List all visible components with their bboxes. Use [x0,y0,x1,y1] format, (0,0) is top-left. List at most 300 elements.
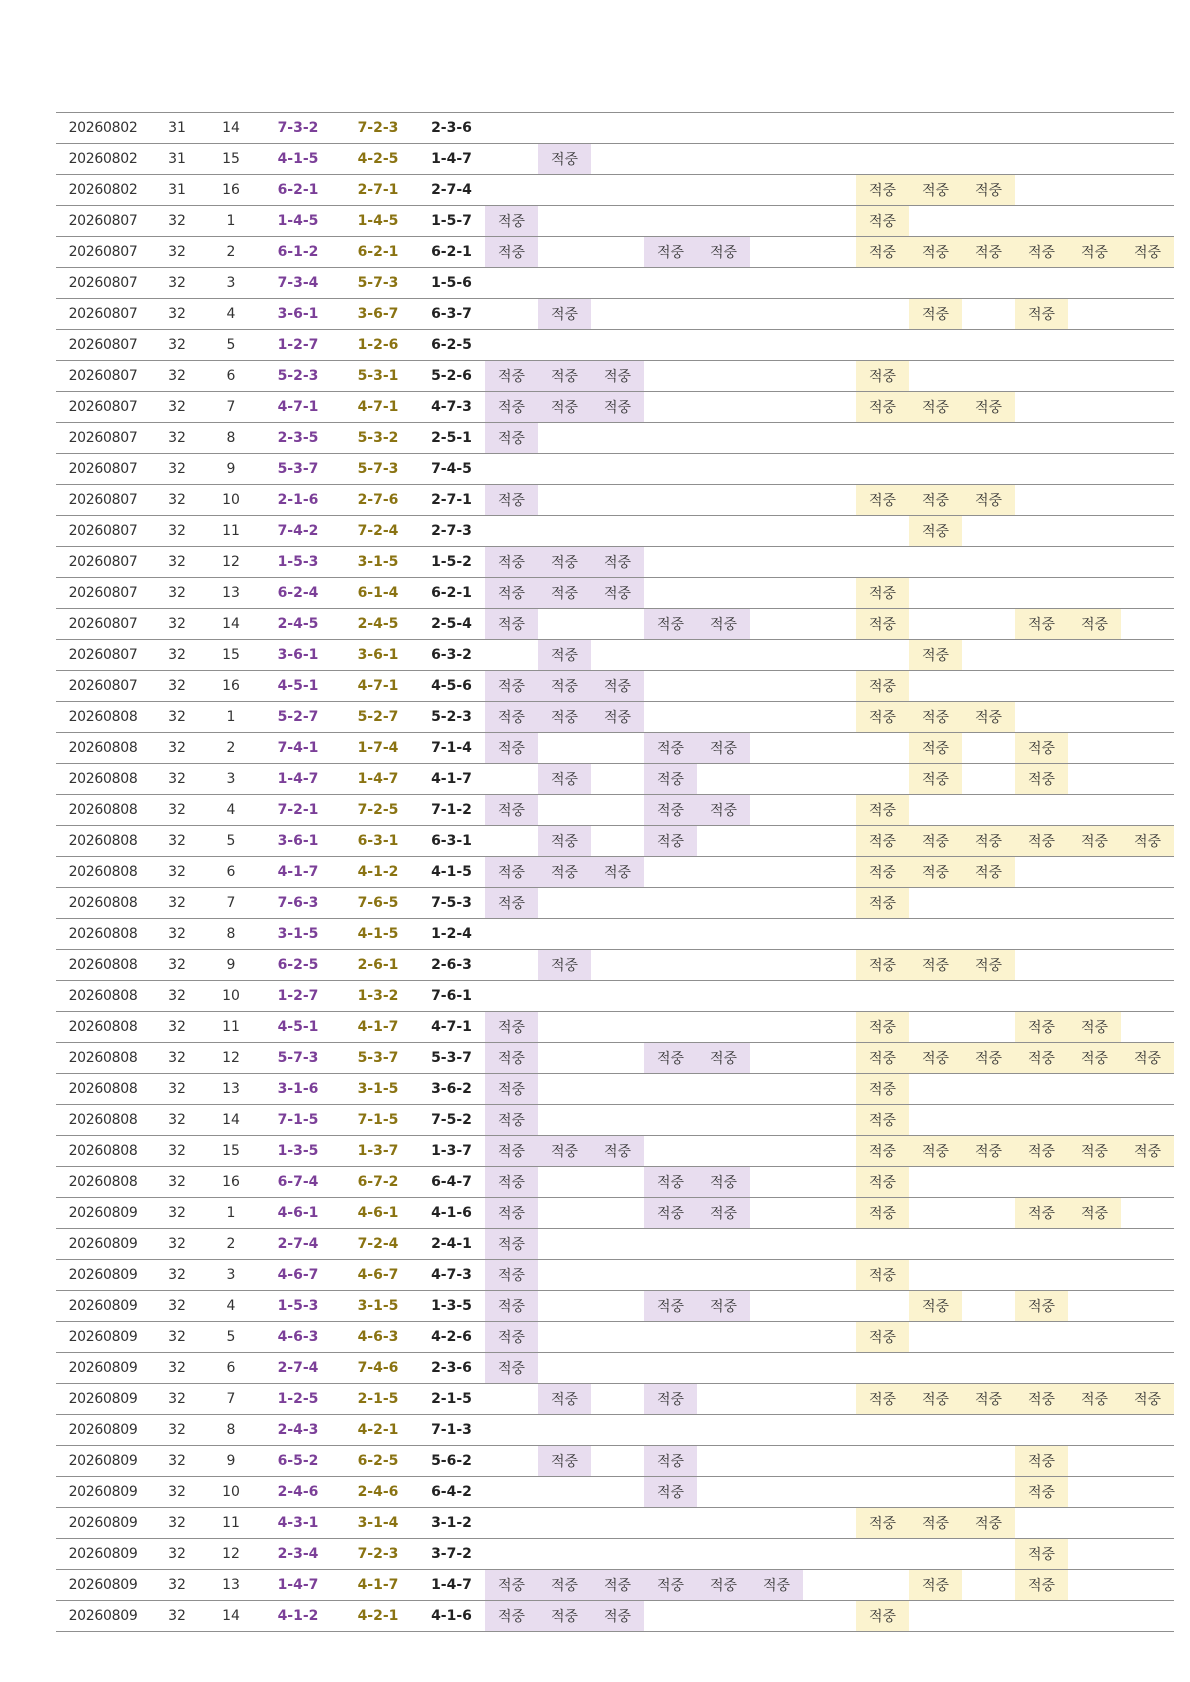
table-row [56,733,1174,764]
hit-cell: 적중 [538,1384,591,1415]
hit-cell: 적중 [1121,1384,1174,1415]
empty-hit-cell [803,423,856,454]
date-cell: 20260807 [56,454,150,485]
pick-a-cell: 1-4-5 [258,206,338,237]
date-cell: 20260807 [56,330,150,361]
empty-hit-cell [644,361,697,392]
empty-hit-cell [856,1477,909,1508]
pick-b-cell: 4-1-5 [338,919,418,950]
empty-hit-cell [485,1446,538,1477]
empty-hit-cell [1068,454,1121,485]
table-row [56,268,1174,299]
hit-cell: 적중 [1068,1043,1121,1074]
hit-cell: 적중 [856,1105,909,1136]
pick-b-cell: 7-2-4 [338,516,418,547]
number-cell: 16 [204,175,258,206]
empty-hit-cell [1015,1074,1068,1105]
hit-cell: 적중 [856,702,909,733]
table-row [56,361,1174,392]
hit-cell: 적중 [856,361,909,392]
empty-hit-cell [1121,547,1174,578]
empty-hit-cell [856,1229,909,1260]
empty-hit-cell [1068,175,1121,206]
empty-hit-cell [1121,392,1174,423]
empty-hit-cell [644,299,697,330]
hit-cell: 적중 [538,1570,591,1601]
empty-hit-cell [962,640,1015,671]
hit-cell: 적중 [485,1043,538,1074]
empty-hit-cell [697,1446,750,1477]
empty-hit-cell [803,888,856,919]
hit-cell: 적중 [856,1322,909,1353]
hit-cell: 적중 [644,1570,697,1601]
hit-cell: 적중 [856,1074,909,1105]
empty-hit-cell [1068,733,1121,764]
table-row [56,237,1174,268]
empty-hit-cell [1015,919,1068,950]
empty-hit-cell [485,1415,538,1446]
hit-cell: 적중 [909,950,962,981]
hit-cell: 적중 [485,1353,538,1384]
empty-hit-cell [591,113,644,144]
pick-b-cell: 2-4-5 [338,609,418,640]
number-cell: 16 [204,671,258,702]
result-cell: 1-3-7 [418,1136,485,1167]
empty-hit-cell [538,1477,591,1508]
pick-a-cell: 2-3-5 [258,423,338,454]
hit-cell: 적중 [485,1291,538,1322]
empty-hit-cell [962,1105,1015,1136]
number-cell: 13 [204,1570,258,1601]
hit-cell: 적중 [962,826,1015,857]
empty-hit-cell [1015,423,1068,454]
round-cell: 32 [150,1539,204,1570]
empty-hit-cell [1121,981,1174,1012]
hit-cell: 적중 [485,423,538,454]
empty-hit-cell [1121,206,1174,237]
date-cell: 20260808 [56,1012,150,1043]
hit-cell: 적중 [856,1198,909,1229]
hit-cell: 적중 [538,299,591,330]
pick-a-cell: 2-4-3 [258,1415,338,1446]
empty-hit-cell [803,1570,856,1601]
empty-hit-cell [1121,175,1174,206]
round-cell: 32 [150,299,204,330]
empty-hit-cell [644,1136,697,1167]
hit-cell: 적중 [644,1384,697,1415]
empty-hit-cell [750,1446,803,1477]
hit-cell: 적중 [856,1260,909,1291]
empty-hit-cell [909,1074,962,1105]
table-row [56,113,1174,144]
table-row [56,671,1174,702]
empty-hit-cell [1121,733,1174,764]
empty-hit-cell [962,919,1015,950]
number-cell: 13 [204,1074,258,1105]
pick-b-cell: 5-3-7 [338,1043,418,1074]
empty-hit-cell [909,1260,962,1291]
round-cell: 32 [150,1477,204,1508]
empty-hit-cell [803,1539,856,1570]
empty-hit-cell [909,888,962,919]
table-row [56,454,1174,485]
empty-hit-cell [1121,888,1174,919]
result-cell: 2-6-3 [418,950,485,981]
round-cell: 32 [150,1415,204,1446]
round-cell: 32 [150,361,204,392]
empty-hit-cell [644,1074,697,1105]
empty-hit-cell [485,268,538,299]
pick-a-cell: 2-1-6 [258,485,338,516]
empty-hit-cell [1121,1167,1174,1198]
pick-a-cell: 6-2-5 [258,950,338,981]
pick-b-cell: 4-1-7 [338,1570,418,1601]
date-cell: 20260809 [56,1229,150,1260]
empty-hit-cell [538,1508,591,1539]
result-cell: 4-1-6 [418,1198,485,1229]
result-cell: 7-6-1 [418,981,485,1012]
number-cell: 2 [204,733,258,764]
empty-hit-cell [591,919,644,950]
pick-a-cell: 1-3-5 [258,1136,338,1167]
empty-hit-cell [1121,1012,1174,1043]
hit-cell: 적중 [1121,1043,1174,1074]
empty-hit-cell [1068,206,1121,237]
hit-cell: 적중 [697,1291,750,1322]
empty-hit-cell [1121,1508,1174,1539]
date-cell: 20260809 [56,1353,150,1384]
date-cell: 20260807 [56,392,150,423]
table-row [56,1384,1174,1415]
date-cell: 20260809 [56,1291,150,1322]
empty-hit-cell [909,1415,962,1446]
round-cell: 32 [150,1198,204,1229]
hit-cell: 적중 [591,547,644,578]
empty-hit-cell [962,764,1015,795]
hit-cell: 적중 [485,1012,538,1043]
hit-cell: 적중 [591,1136,644,1167]
number-cell: 6 [204,857,258,888]
empty-hit-cell [1068,1229,1121,1260]
empty-hit-cell [591,485,644,516]
pick-b-cell: 2-6-1 [338,950,418,981]
empty-hit-cell [644,268,697,299]
empty-hit-cell [1068,671,1121,702]
empty-hit-cell [803,175,856,206]
date-cell: 20260807 [56,671,150,702]
empty-hit-cell [1015,1353,1068,1384]
empty-hit-cell [856,299,909,330]
hit-cell: 적중 [591,671,644,702]
pick-b-cell: 5-2-7 [338,702,418,733]
empty-hit-cell [538,1539,591,1570]
empty-hit-cell [591,1291,644,1322]
empty-hit-cell [856,1570,909,1601]
empty-hit-cell [803,640,856,671]
empty-hit-cell [538,206,591,237]
empty-hit-cell [909,578,962,609]
empty-hit-cell [909,795,962,826]
result-cell: 1-2-4 [418,919,485,950]
empty-hit-cell [750,578,803,609]
empty-hit-cell [750,640,803,671]
empty-hit-cell [591,888,644,919]
hit-cell: 적중 [1015,1136,1068,1167]
empty-hit-cell [697,1322,750,1353]
empty-hit-cell [962,1415,1015,1446]
empty-hit-cell [591,826,644,857]
table-row [56,1136,1174,1167]
empty-hit-cell [644,206,697,237]
empty-hit-cell [750,1136,803,1167]
hit-cell: 적중 [856,1043,909,1074]
empty-hit-cell [591,640,644,671]
date-cell: 20260807 [56,423,150,454]
number-cell: 2 [204,1229,258,1260]
hit-cell: 적중 [485,1074,538,1105]
empty-hit-cell [1121,454,1174,485]
hit-cell: 적중 [1015,764,1068,795]
empty-hit-cell [803,981,856,1012]
pick-b-cell: 4-1-7 [338,1012,418,1043]
pick-a-cell: 1-4-7 [258,764,338,795]
empty-hit-cell [750,609,803,640]
round-cell: 32 [150,1074,204,1105]
number-cell: 12 [204,547,258,578]
hit-cell: 적중 [1121,826,1174,857]
date-cell: 20260807 [56,268,150,299]
empty-hit-cell [697,330,750,361]
empty-hit-cell [485,826,538,857]
date-cell: 20260808 [56,795,150,826]
empty-hit-cell [962,1539,1015,1570]
empty-hit-cell [803,1508,856,1539]
date-cell: 20260807 [56,361,150,392]
empty-hit-cell [803,826,856,857]
empty-hit-cell [591,1477,644,1508]
empty-hit-cell [909,1105,962,1136]
pick-a-cell: 1-2-7 [258,981,338,1012]
round-cell: 32 [150,640,204,671]
date-cell: 20260808 [56,950,150,981]
empty-hit-cell [644,1260,697,1291]
empty-hit-cell [1015,1260,1068,1291]
empty-hit-cell [1015,268,1068,299]
number-cell: 15 [204,1136,258,1167]
number-cell: 4 [204,795,258,826]
round-cell: 32 [150,1260,204,1291]
empty-hit-cell [485,113,538,144]
table-row [56,919,1174,950]
empty-hit-cell [856,144,909,175]
empty-hit-cell [750,1384,803,1415]
empty-hit-cell [485,175,538,206]
empty-hit-cell [750,1043,803,1074]
empty-hit-cell [1068,578,1121,609]
empty-hit-cell [750,857,803,888]
empty-hit-cell [591,1229,644,1260]
empty-hit-cell [1015,1105,1068,1136]
empty-hit-cell [909,919,962,950]
empty-hit-cell [538,1415,591,1446]
empty-hit-cell [1015,516,1068,547]
number-cell: 7 [204,392,258,423]
pick-b-cell: 6-7-2 [338,1167,418,1198]
date-cell: 20260808 [56,702,150,733]
empty-hit-cell [591,795,644,826]
empty-hit-cell [591,330,644,361]
date-cell: 20260808 [56,1167,150,1198]
empty-hit-cell [644,857,697,888]
result-cell: 7-4-5 [418,454,485,485]
pick-b-cell: 6-2-5 [338,1446,418,1477]
table-row [56,857,1174,888]
pick-a-cell: 3-6-1 [258,640,338,671]
pick-a-cell: 7-4-1 [258,733,338,764]
empty-hit-cell [697,702,750,733]
empty-hit-cell [591,144,644,175]
round-cell: 32 [150,268,204,299]
pick-a-cell: 5-2-3 [258,361,338,392]
number-cell: 3 [204,764,258,795]
result-cell: 4-7-1 [418,1012,485,1043]
empty-hit-cell [803,1415,856,1446]
hit-cell: 적중 [962,1384,1015,1415]
round-cell: 32 [150,609,204,640]
empty-hit-cell [538,1167,591,1198]
result-cell: 4-5-6 [418,671,485,702]
date-cell: 20260808 [56,826,150,857]
empty-hit-cell [750,950,803,981]
pick-a-cell: 6-2-4 [258,578,338,609]
table-row [56,1477,1174,1508]
hit-cell: 적중 [1068,826,1121,857]
empty-hit-cell [1068,1074,1121,1105]
empty-hit-cell [909,330,962,361]
hit-cell: 적중 [1015,1012,1068,1043]
date-cell: 20260807 [56,547,150,578]
empty-hit-cell [485,764,538,795]
empty-hit-cell [644,1353,697,1384]
empty-hit-cell [697,1477,750,1508]
number-cell: 14 [204,1105,258,1136]
round-cell: 32 [150,1043,204,1074]
empty-hit-cell [1068,857,1121,888]
empty-hit-cell [1121,299,1174,330]
empty-hit-cell [697,1415,750,1446]
pick-b-cell: 2-7-1 [338,175,418,206]
empty-hit-cell [1015,1322,1068,1353]
empty-hit-cell [803,919,856,950]
result-cell: 3-6-2 [418,1074,485,1105]
hit-cell: 적중 [962,950,1015,981]
empty-hit-cell [591,516,644,547]
empty-hit-cell [485,1477,538,1508]
empty-hit-cell [485,981,538,1012]
empty-hit-cell [644,330,697,361]
empty-hit-cell [1068,764,1121,795]
date-cell: 20260809 [56,1477,150,1508]
empty-hit-cell [856,516,909,547]
empty-hit-cell [1068,919,1121,950]
empty-hit-cell [591,237,644,268]
result-cell: 5-6-2 [418,1446,485,1477]
date-cell: 20260808 [56,1136,150,1167]
empty-hit-cell [1068,1601,1121,1632]
empty-hit-cell [485,1384,538,1415]
empty-hit-cell [750,1477,803,1508]
pick-a-cell: 5-3-7 [258,454,338,485]
empty-hit-cell [1121,609,1174,640]
hit-cell: 적중 [538,857,591,888]
hit-cell: 적중 [591,578,644,609]
result-cell: 6-2-1 [418,578,485,609]
empty-hit-cell [697,113,750,144]
hit-cell: 적중 [591,1601,644,1632]
hit-cell: 적중 [697,609,750,640]
empty-hit-cell [1068,299,1121,330]
round-cell: 32 [150,1167,204,1198]
round-cell: 32 [150,857,204,888]
empty-hit-cell [1068,981,1121,1012]
hit-cell: 적중 [1121,1136,1174,1167]
empty-hit-cell [803,795,856,826]
hit-cell: 적중 [644,826,697,857]
hit-cell: 적중 [909,237,962,268]
empty-hit-cell [697,392,750,423]
empty-hit-cell [1015,702,1068,733]
empty-hit-cell [856,640,909,671]
pick-b-cell: 1-3-7 [338,1136,418,1167]
empty-hit-cell [803,299,856,330]
empty-hit-cell [591,1198,644,1229]
empty-hit-cell [1015,950,1068,981]
pick-a-cell: 4-1-5 [258,144,338,175]
empty-hit-cell [750,268,803,299]
empty-hit-cell [856,981,909,1012]
table-row [56,1074,1174,1105]
empty-hit-cell [538,609,591,640]
hit-cell: 적중 [485,1105,538,1136]
empty-hit-cell [750,485,803,516]
result-cell: 2-3-6 [418,1353,485,1384]
round-cell: 32 [150,1105,204,1136]
empty-hit-cell [1015,640,1068,671]
empty-hit-cell [644,516,697,547]
date-cell: 20260809 [56,1539,150,1570]
empty-hit-cell [644,1105,697,1136]
empty-hit-cell [750,1539,803,1570]
hit-cell: 적중 [485,888,538,919]
empty-hit-cell [1015,392,1068,423]
empty-hit-cell [697,144,750,175]
empty-hit-cell [697,1384,750,1415]
hit-cell: 적중 [750,1570,803,1601]
empty-hit-cell [803,1384,856,1415]
pick-a-cell: 1-2-7 [258,330,338,361]
empty-hit-cell [909,113,962,144]
empty-hit-cell [962,1446,1015,1477]
pick-b-cell: 1-3-2 [338,981,418,1012]
number-cell: 11 [204,1508,258,1539]
pick-b-cell: 1-2-6 [338,330,418,361]
empty-hit-cell [591,1043,644,1074]
pick-a-cell: 2-7-4 [258,1353,338,1384]
empty-hit-cell [697,1105,750,1136]
table-row [56,206,1174,237]
pick-b-cell: 1-4-5 [338,206,418,237]
pick-b-cell: 4-7-1 [338,392,418,423]
